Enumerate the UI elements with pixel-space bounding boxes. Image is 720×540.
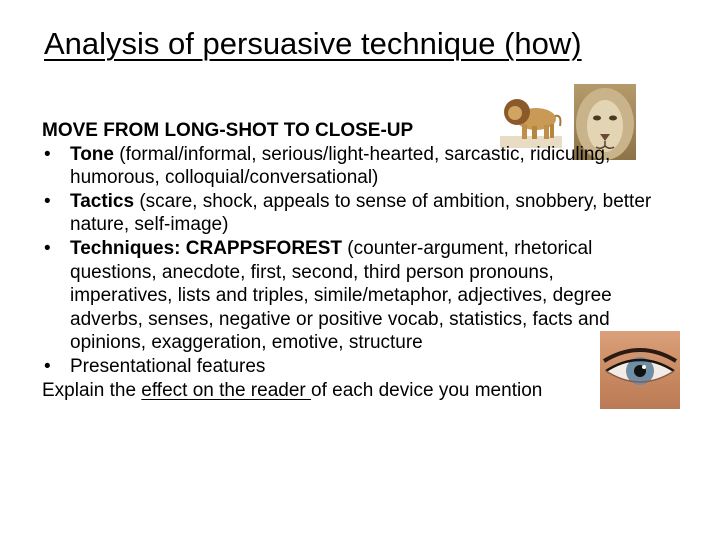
closing-instruction <box>42 379 682 403</box>
list-item-tactics <box>42 190 682 237</box>
bullet-list <box>42 143 682 379</box>
bullet-text: (scare, shock, appeals to sense of ambition, snobbery, better nature, self-image) <box>70 190 652 236</box>
slide-heading: MOVE FROM LONG-SHOT TO CLOSE-UP <box>42 120 414 141</box>
bullet-label: Techniques: CRAPPSFOREST <box>70 237 343 259</box>
list-item-techniques <box>42 237 682 355</box>
bullet-text: (counter-argument, rhetorical questions, anecdote, first, second, third person pronouns, imperatives, lists and triples, simile/metaphor, adjectives, degree adverbs, senses, negative or positive vocab, statistics, facts and opinions, exaggeration, emotive, structure <box>70 237 612 354</box>
list-item-tone <box>42 143 682 190</box>
bullet-label: Tone <box>70 143 114 165</box>
closing-text-after: of each device you mention <box>311 379 543 401</box>
closing-text-underlined: effect on the reader <box>141 379 312 401</box>
slide-title: Analysis of persuasive technique (how) <box>44 26 582 61</box>
bullet-text: (formal/informal, serious/light-hearted, sarcastic, ridiculing, humorous, colloquial/conversational) <box>70 143 611 189</box>
bullet-label: Tactics <box>70 190 135 212</box>
slide-body <box>42 119 682 402</box>
closing-text-before: Explain the <box>42 379 142 401</box>
bullet-text: Presentational features <box>70 355 266 377</box>
list-item-presentational <box>42 355 682 379</box>
